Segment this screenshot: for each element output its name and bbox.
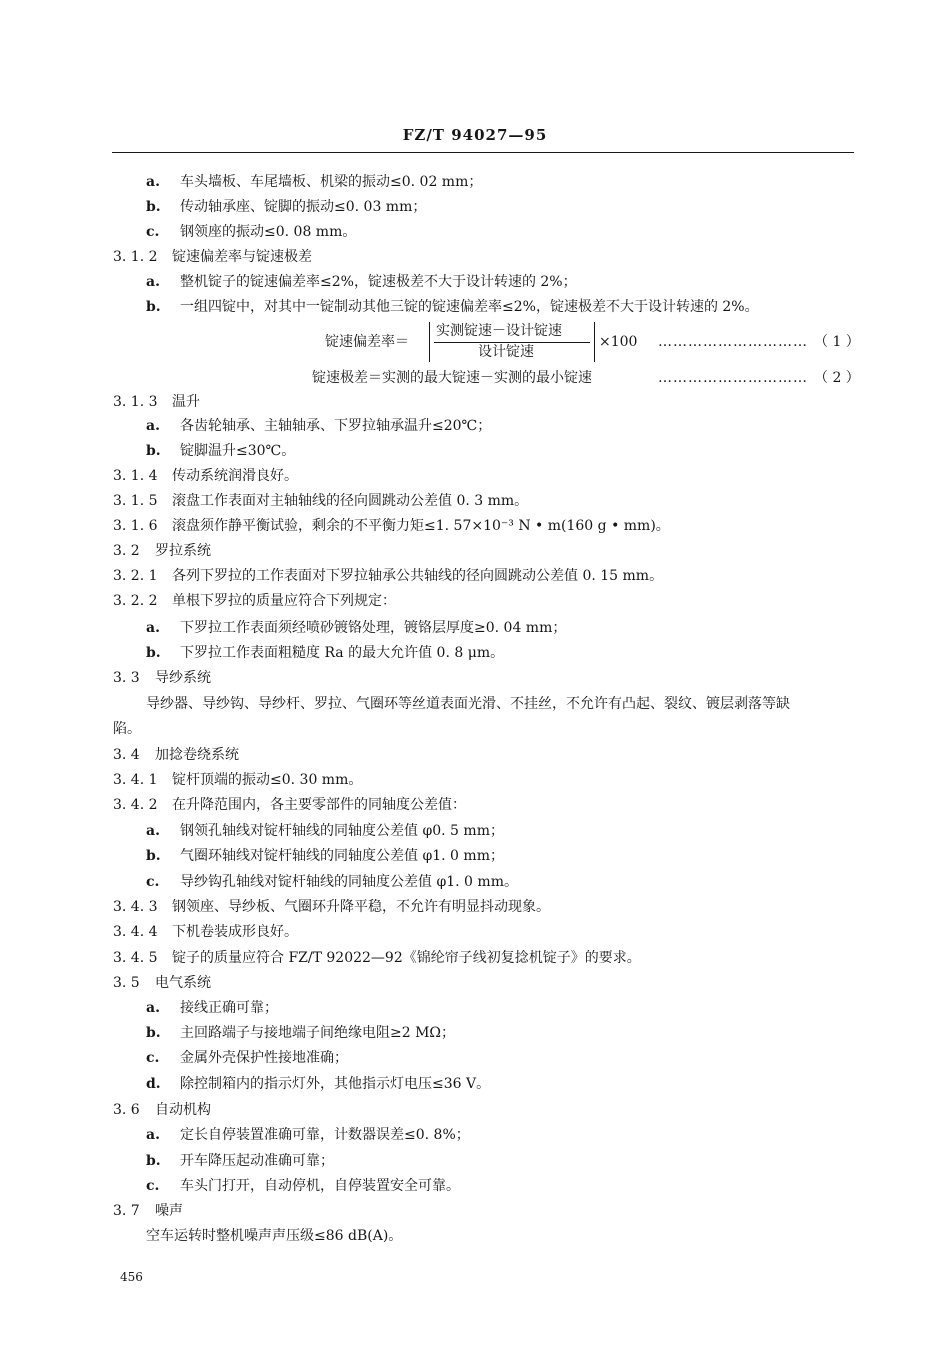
section-number: 3. 1. 2 <box>113 249 158 265</box>
section-title: 传动系统润滑良好。 <box>172 468 298 484</box>
paragraph-text: 空车运转时整机噪声声压级≤86 dB(A)。 <box>146 1228 403 1244</box>
fraction-numerator: 实测锭速－设计锭速 <box>436 323 562 339</box>
item-text: 车头墙板、车尾墙板、机梁的振动≤0. 02 mm； <box>180 174 483 190</box>
item-letter: c. <box>146 224 160 240</box>
section-title: 滚盘须作静平衡试验，剩余的不平衡力矩≤1. 57×10⁻³ N • m(160 g • mm)。 <box>172 518 670 534</box>
item-text: 钢领孔轴线对锭杆轴线的同轴度公差值 φ0. 5 mm； <box>180 823 504 839</box>
item-letter: a. <box>146 620 160 636</box>
section-title: 单根下罗拉的质量应符合下列规定： <box>172 593 396 609</box>
fraction-denominator: 设计锭速 <box>478 344 534 360</box>
section-title: 锭子的质量应符合 FZ/T 92022—92《锦纶帘子线初复捻机锭子》的要求。 <box>172 950 641 966</box>
section-title: 钢领座、导纱板、气圈环升降平稳，不允许有明显抖动现象。 <box>172 899 550 915</box>
item-text: 各齿轮轴承、主轴轴承、下罗拉轴承温升≤20℃； <box>180 418 492 434</box>
item-letter: a. <box>146 1127 160 1143</box>
section-number: 3. 1. 6 <box>113 518 158 534</box>
section-number: 3. 4 <box>113 747 140 763</box>
item-letter: a. <box>146 274 160 290</box>
section-title: 滚盘工作表面对主轴轴线的径向圆跳动公差值 0. 3 mm。 <box>172 493 529 509</box>
item-letter: b. <box>146 645 161 661</box>
dot-leader: ………………………… <box>658 334 808 350</box>
item-letter: a. <box>146 1000 160 1016</box>
item-text: 定长自停装置准确可靠，计数器误差≤0. 8%； <box>180 1127 470 1143</box>
section-title: 自动机构 <box>155 1102 211 1118</box>
section-number: 3. 3 <box>113 670 140 686</box>
section-title: 罗拉系统 <box>155 543 211 559</box>
section-number: 3. 4. 3 <box>113 899 158 915</box>
item-text: 钢领座的振动≤0. 08 mm。 <box>180 224 357 240</box>
item-letter: d. <box>146 1076 161 1092</box>
section-number: 3. 1. 5 <box>113 493 158 509</box>
item-text: 传动轴承座、锭脚的振动≤0. 03 mm； <box>180 199 427 215</box>
document-code-header: FZ/T 94027—95 <box>402 126 548 144</box>
section-number: 3. 4. 2 <box>113 797 158 813</box>
item-letter: a. <box>146 823 160 839</box>
section-number: 3. 6 <box>113 1102 140 1118</box>
formula-text: 锭速极差＝实测的最大锭速－实测的最小锭速 <box>312 370 592 386</box>
item-text: 车头门打开，自动停机，自停装置安全可靠。 <box>180 1178 460 1194</box>
section-number: 3. 4. 5 <box>113 950 158 966</box>
item-text: 气圈环轴线对锭杆轴线的同轴度公差值 φ1. 0 mm； <box>180 848 504 864</box>
formula-multiplier: ×100 <box>599 334 638 350</box>
paragraph-text: 陷。 <box>113 721 141 737</box>
dot-leader: ………………………… <box>658 370 808 386</box>
section-number: 3. 1. 4 <box>113 468 158 484</box>
item-letter: b. <box>146 443 161 459</box>
item-text: 开车降压起动准确可靠； <box>180 1153 334 1169</box>
item-letter: c. <box>146 874 160 890</box>
section-title: 电气系统 <box>155 975 211 991</box>
header-rule <box>112 152 854 153</box>
paragraph-text: 导纱器、导纱钩、导纱杆、罗拉、气圈环等丝道表面光滑、不挂丝，不允许有凸起、裂纹、镀层剥落等缺 <box>146 696 790 712</box>
item-text: 金属外壳保护性接地准确； <box>180 1050 348 1066</box>
item-letter: b. <box>146 299 161 315</box>
section-title: 各列下罗拉的工作表面对下罗拉轴承公共轴线的径向圆跳动公差值 0. 15 mm。 <box>172 568 664 584</box>
item-letter: b. <box>146 848 161 864</box>
absolute-bar-right <box>594 322 595 362</box>
section-title: 在升降范围内，各主要零部件的同轴度公差值： <box>172 797 466 813</box>
section-title: 锭杆顶端的振动≤0. 30 mm。 <box>172 772 363 788</box>
section-title: 导纱系统 <box>155 670 211 686</box>
section-title: 温升 <box>172 394 200 410</box>
item-letter: b. <box>146 1025 161 1041</box>
item-letter: b. <box>146 1153 161 1169</box>
section-number: 3. 2. 1 <box>113 568 158 584</box>
section-number: 3. 4. 1 <box>113 772 158 788</box>
equation-number: （ 1 ） <box>814 334 860 350</box>
item-text: 接线正确可靠； <box>180 1000 278 1016</box>
section-number: 3. 7 <box>113 1203 140 1219</box>
item-letter: a. <box>146 174 160 190</box>
item-text: 一组四锭中，对其中一锭制动其他三锭的锭速偏差率≤2%，锭速极差不大于设计转速的 2%。 <box>180 299 759 315</box>
item-text: 整机锭子的锭速偏差率≤2%，锭速极差不大于设计转速的 2%； <box>180 274 577 290</box>
section-number: 3. 4. 4 <box>113 924 158 940</box>
absolute-bar-left <box>429 322 430 362</box>
item-letter: c. <box>146 1178 160 1194</box>
item-text: 锭脚温升≤30℃。 <box>180 443 296 459</box>
formula-label: 锭速偏差率＝ <box>325 334 409 350</box>
item-text: 下罗拉工作表面须经喷砂镀铬处理，镀铬层厚度≥0. 04 mm； <box>180 620 567 636</box>
section-title: 噪声 <box>155 1203 183 1219</box>
item-text: 下罗拉工作表面粗糙度 Ra 的最大允许值 0. 8 μm。 <box>180 645 505 661</box>
equation-number: （ 2 ） <box>814 370 860 386</box>
section-title: 锭速偏差率与锭速极差 <box>172 249 312 265</box>
item-text: 除控制箱内的指示灯外，其他指示灯电压≤36 V。 <box>180 1076 491 1092</box>
page-number: 456 <box>120 1270 143 1284</box>
item-text: 导纱钩孔轴线对锭杆轴线的同轴度公差值 φ1. 0 mm。 <box>180 874 518 890</box>
section-title: 加捻卷绕系统 <box>155 747 239 763</box>
section-number: 3. 2. 2 <box>113 593 158 609</box>
section-number: 3. 5 <box>113 975 140 991</box>
item-text: 主回路端子与接地端子间绝缘电阻≥2 MΩ； <box>180 1025 456 1041</box>
section-number: 3. 1. 3 <box>113 394 158 410</box>
section-title: 下机卷装成形良好。 <box>172 924 298 940</box>
item-letter: a. <box>146 418 160 434</box>
item-letter: c. <box>146 1050 160 1066</box>
section-number: 3. 2 <box>113 543 140 559</box>
item-letter: b. <box>146 199 161 215</box>
